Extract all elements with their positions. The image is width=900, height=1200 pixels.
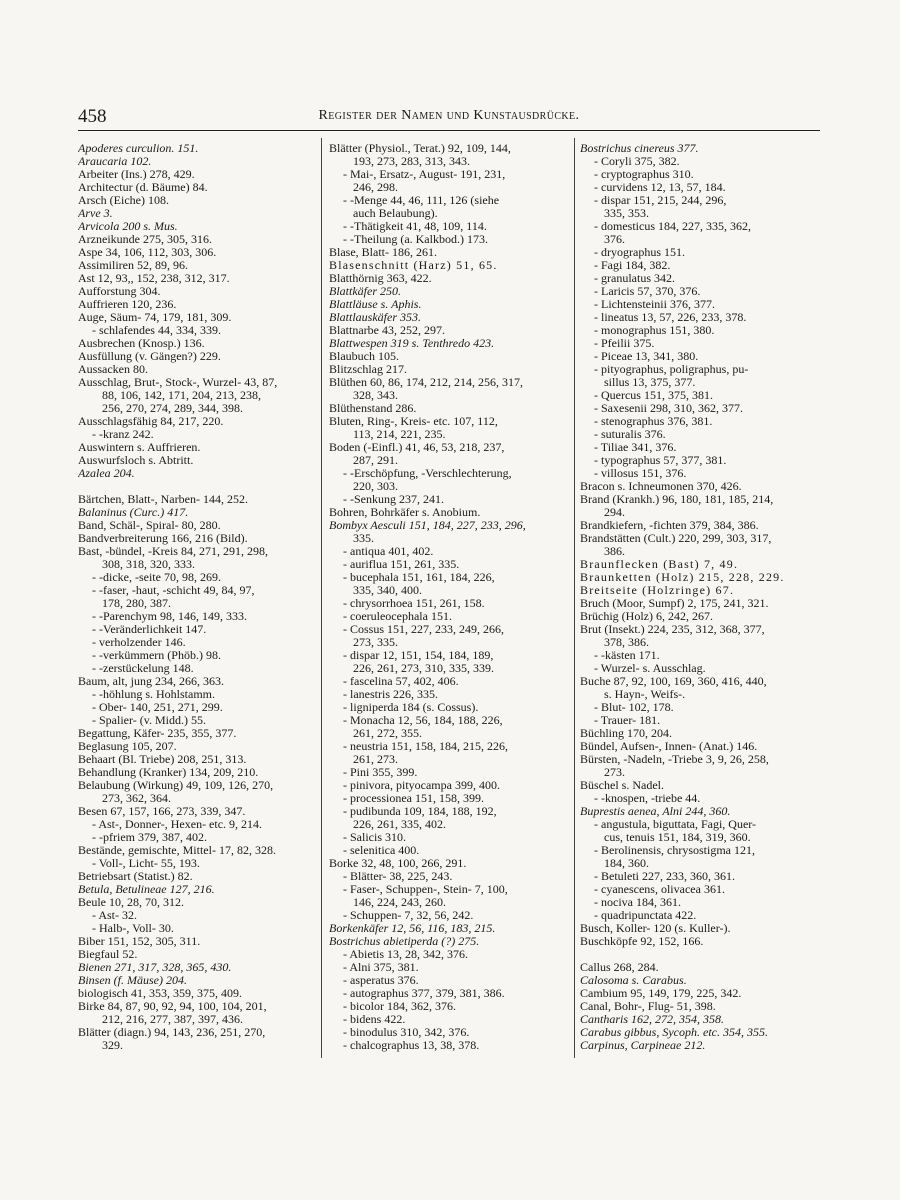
index-entry: Biber 151, 152, 305, 311. xyxy=(78,934,201,948)
index-entry: Begattung, Käfer- 235, 355, 377. xyxy=(78,726,237,740)
index-entry: - -Theilung (a. Kalkbod.) 173. xyxy=(343,232,488,246)
index-entry: Besen 67, 157, 166, 273, 339, 347. xyxy=(78,804,246,818)
index-entry: Bestände, gemischte, Mittel- 17, 82, 328. xyxy=(78,843,276,857)
index-entry: - Piceae 13, 341, 380. xyxy=(594,349,699,363)
index-entry: 184, 360. xyxy=(604,856,649,870)
index-entry: - -höhlung s. Hohlstamm. xyxy=(92,687,215,701)
page-header xyxy=(78,106,820,131)
index-entry: Ausschlagsfähig 84, 217, 220. xyxy=(78,414,224,428)
index-entry: sillus 13, 375, 377. xyxy=(604,375,696,389)
index-entry: Beule 10, 28, 70, 312. xyxy=(78,895,184,909)
index-entry: - asperatus 376. xyxy=(343,973,419,987)
index-entry: - -kranz 242. xyxy=(92,427,154,441)
index-entry: - -Thätigkeit 41, 48, 109, 114. xyxy=(343,219,487,233)
index-entry: Bündel, Aufsen-, Innen- (Anat.) 146. xyxy=(580,739,758,753)
index-entry: - chalcographus 13, 38, 378. xyxy=(343,1038,480,1052)
index-entry: - fascelina 57, 402, 406. xyxy=(343,674,459,688)
index-entry: Betula, Betulineae 127, 216. xyxy=(78,882,215,896)
index-entry: - neustria 151, 158, 184, 215, 226, xyxy=(343,739,508,753)
index-entry: Architectur (d. Bäume) 84. xyxy=(78,180,208,194)
index-entry: 273. xyxy=(604,765,625,779)
index-entry: Bostrichus cinereus 377. xyxy=(580,142,699,155)
running-title: Register der Namen und Kunstausdrücke. xyxy=(318,108,580,123)
index-entry: Büchling 170, 204. xyxy=(580,726,672,740)
index-entry: - -Parenchym 98, 146, 149, 333. xyxy=(92,609,247,623)
index-entry: - Saxesenii 298, 310, 362, 377. xyxy=(594,401,743,415)
index-entry: Bruch (Moor, Sumpf) 2, 175, 241, 321. xyxy=(580,596,769,610)
index-entry: - Berolinensis, chrysostigma 121, xyxy=(594,843,755,857)
index-entry: cus, tenuis 151, 184, 319, 360. xyxy=(604,830,751,844)
index-entry: - Ober- 140, 251, 271, 299. xyxy=(92,700,223,714)
index-entry: - Blätter- 38, 225, 243. xyxy=(343,869,453,883)
index-entry: Brandstätten (Cult.) 220, 299, 303, 317, xyxy=(580,531,772,545)
index-entry: Belaubung (Wirkung) 49, 109, 126, 270, xyxy=(78,778,274,792)
index-entry: 273, 335. xyxy=(353,635,398,649)
index-entry: Buprestis aenea, Alni 244, 360. xyxy=(580,804,731,818)
index-entry: Blase, Blatt- 186, 261. xyxy=(329,245,437,259)
index-entry: - dispar 151, 215, 244, 296, xyxy=(594,193,727,207)
index-entry: - typographus 57, 377, 381. xyxy=(594,453,727,467)
index-entry: - villosus 151, 376. xyxy=(594,466,687,480)
index-entry: 113, 214, 221, 235. xyxy=(353,427,446,441)
index-entry: Brand (Krankh.) 96, 180, 181, 185, 214, xyxy=(580,492,774,506)
index-entry: - Salicis 310. xyxy=(343,830,406,844)
index-entry: Bombyx Aesculi 151, 184, 227, 233, 296, xyxy=(329,518,526,532)
index-entry: Boden (-Einfl.) 41, 46, 53, 218, 237, xyxy=(329,440,505,454)
index-entry: Carabus gibbus, Sycoph. etc. 354, 355. xyxy=(580,1025,768,1039)
index-entry: - Coryli 375, 382. xyxy=(594,154,680,168)
index-entry: Borke 32, 48, 100, 266, 291. xyxy=(329,856,467,870)
index-entry: - lanestris 226, 335. xyxy=(343,687,438,701)
index-entry: Bast, -bündel, -Kreis 84, 271, 291, 298, xyxy=(78,544,268,558)
index-entry: Arbeiter (Ins.) 278, 429. xyxy=(78,167,195,181)
index-entry: Araucaria 102. xyxy=(78,154,152,168)
index-entry: - chrysorrhoea 151, 261, 158. xyxy=(343,596,485,610)
index-entry: Ausfüllung (v. Gängen?) 229. xyxy=(78,349,221,363)
index-entry: - -Senkung 237, 241. xyxy=(343,492,444,506)
index-entry: Brüchig (Holz) 6, 242, 267. xyxy=(580,609,713,623)
index-entry: Beglasung 105, 207. xyxy=(78,739,177,753)
index-entry: Blattnarbe 43, 252, 297. xyxy=(329,323,445,337)
index-entry: Cantharis 162, 272, 354, 358. xyxy=(580,1012,725,1026)
index-entry: Auge, Säum- 74, 179, 181, 309. xyxy=(78,310,232,324)
index-entry: Arzneikunde 275, 305, 316. xyxy=(78,232,212,246)
index-entry: - quadripunctata 422. xyxy=(594,908,697,922)
index-entry: Baum, alt, jung 234, 266, 363. xyxy=(78,674,224,688)
index-column-1 xyxy=(78,142,314,1162)
index-entry: Bluten, Ring-, Kreis- etc. 107, 112, xyxy=(329,414,498,428)
index-entry: Auswintern s. Auffrieren. xyxy=(78,440,201,454)
column-divider xyxy=(321,138,322,1058)
index-entry: Arve 3. xyxy=(78,206,113,220)
index-entry: 220, 303. xyxy=(353,479,398,493)
index-entry: - pityographus, poligraphus, pu- xyxy=(594,362,749,376)
index-entry: - Monacha 12, 56, 184, 188, 226, xyxy=(343,713,503,727)
index-entry: Blüthenstand 286. xyxy=(329,401,417,415)
index-entry: Blätter (diagn.) 94, 143, 236, 251, 270, xyxy=(78,1025,266,1039)
index-entry: - Voll-, Licht- 55, 193. xyxy=(92,856,200,870)
index-entry: - stenographus 376, 381. xyxy=(594,414,713,428)
index-entry: Blattwespen 319 s. Tenthredo 423. xyxy=(329,336,495,350)
index-entry: Bracon s. Ichneumonen 370, 426. xyxy=(580,479,742,493)
index-column-3 xyxy=(580,142,810,1162)
index-entry: - Ast- 32. xyxy=(92,908,137,922)
index-entry: - domesticus 184, 227, 335, 362, xyxy=(594,219,751,233)
index-entry: Büschel s. Nadel. xyxy=(580,778,664,792)
index-entry: biologisch 41, 353, 359, 375, 409. xyxy=(78,986,242,1000)
index-entry: - -Veränderlichkeit 147. xyxy=(92,622,207,636)
index-entry: Assimiliren 52, 89, 96. xyxy=(78,258,188,272)
index-entry: Aspe 34, 106, 112, 303, 306. xyxy=(78,245,217,259)
index-entry: - Trauer- 181. xyxy=(594,713,661,727)
index-entry: 294. xyxy=(604,505,625,519)
index-entry: Buche 87, 92, 100, 169, 360, 416, 440, xyxy=(580,674,767,688)
index-entry: - Mai-, Ersatz-, August- 191, 231, xyxy=(343,167,506,181)
index-entry: Busch, Koller- 120 (s. Kuller-). xyxy=(580,921,731,935)
index-entry: Aussacken 80. xyxy=(78,362,148,376)
index-entry: Borkenkäfer 12, 56, 116, 183, 215. xyxy=(329,921,496,935)
index-entry: - processionea 151, 158, 399. xyxy=(343,791,484,805)
index-entry: - Cossus 151, 227, 233, 249, 266, xyxy=(343,622,505,636)
index-entry: Cambium 95, 149, 179, 225, 342. xyxy=(580,986,742,1000)
index-entry: - bucephala 151, 161, 184, 226, xyxy=(343,570,495,584)
index-entry: - -Erschöpfung, -Verschlechterung, xyxy=(343,466,512,480)
index-entry: Blattkäfer 250. xyxy=(329,284,401,298)
index-entry: - pudibunda 109, 184, 188, 192, xyxy=(343,804,497,818)
index-entry: - Wurzel- s. Ausschlag. xyxy=(594,661,706,675)
index-entry: Breitseite (Holzringe) 67. xyxy=(580,583,735,597)
index-entry: - Pini 355, 399. xyxy=(343,765,418,779)
index-entry: - schlafendes 44, 334, 339. xyxy=(92,323,221,337)
index-entry: Balaninus (Curc.) 417. xyxy=(78,505,189,519)
index-entry: Buschköpfe 92, 152, 166. xyxy=(580,934,704,948)
index-entry: Azalea 204. xyxy=(78,466,135,480)
index-entry: 335, 340, 400. xyxy=(353,583,422,597)
index-entry: Bandverbreiterung 166, 216 (Bild). xyxy=(78,531,248,545)
index-entry: - pinivora, pityocampa 399, 400. xyxy=(343,778,500,792)
index-entry: auch Belaubung). xyxy=(353,206,438,220)
index-entry: Bostrichus abietiperda (?) 275. xyxy=(329,934,480,948)
index-entry: 226, 261, 335, 402. xyxy=(353,817,446,831)
index-entry: - Blut- 102, 178. xyxy=(594,700,674,714)
index-entry: - dispar 12, 151, 154, 184, 189, xyxy=(343,648,494,662)
index-entry: Aufforstung 304. xyxy=(78,284,161,298)
index-entry: Betriebsart (Statist.) 82. xyxy=(78,869,193,883)
index-entry: Braunflecken (Bast) 7, 49. xyxy=(580,557,739,571)
index-entry: Canal, Bohr-, Flug- 51, 398. xyxy=(580,999,716,1013)
index-entry: - binodulus 310, 342, 376. xyxy=(343,1025,470,1039)
index-entry: Arsch (Eiche) 108. xyxy=(78,193,169,207)
index-entry: Birke 84, 87, 90, 92, 94, 100, 104, 201, xyxy=(78,999,267,1013)
index-entry: Blüthen 60, 86, 174, 212, 214, 256, 317, xyxy=(329,375,523,389)
index-entry: - -verkümmern (Phöb.) 98. xyxy=(92,648,221,662)
index-entry: Blasenschnitt (Harz) 51, 65. xyxy=(329,258,498,272)
index-entry: Biegfaul 52. xyxy=(78,947,138,961)
index-entry: s. Hayn-, Weifs-. xyxy=(604,687,686,701)
index-entry: - suturalis 376. xyxy=(594,427,666,441)
index-entry: - Pfeilii 375. xyxy=(594,336,655,350)
index-entry: Blätter (Physiol., Terat.) 92, 109, 144, xyxy=(329,142,511,155)
index-entry: 256, 270, 274, 289, 344, 398. xyxy=(102,401,243,415)
index-entry: - ligniperda 184 (s. Cossus). xyxy=(343,700,479,714)
index-entry: - Schuppen- 7, 32, 56, 242. xyxy=(343,908,474,922)
index-entry: Brandkiefern, -fichten 379, 384, 386. xyxy=(580,518,759,532)
index-entry: 287, 291. xyxy=(353,453,398,467)
index-entry: Binsen (f. Mäuse) 204. xyxy=(78,973,187,987)
index-entry: - Faser-, Schuppen-, Stein- 7, 100, xyxy=(343,882,508,896)
index-entry: - Halb-, Voll- 30. xyxy=(92,921,174,935)
index-entry: - monographus 151, 380. xyxy=(594,323,715,337)
index-entry: 308, 318, 320, 333. xyxy=(102,557,195,571)
index-entry: 261, 273. xyxy=(353,752,398,766)
index-entry: 261, 272, 355. xyxy=(353,726,422,740)
index-entry: Auffrieren 120, 236. xyxy=(78,297,177,311)
index-entry: - Lichtensteinii 376, 377. xyxy=(594,297,715,311)
index-entry: Band, Schäl-, Spiral- 80, 280. xyxy=(78,518,221,532)
index-entry: - curvidens 12, 13, 57, 184. xyxy=(594,180,726,194)
index-entry: - Quercus 151, 375, 381. xyxy=(594,388,713,402)
index-entry: 193, 273, 283, 313, 343. xyxy=(353,154,470,168)
index-entry: 178, 280, 387. xyxy=(102,596,171,610)
index-entry: - dryographus 151. xyxy=(594,245,685,259)
index-entry: 376. xyxy=(604,232,625,246)
index-entry: Behaart (Bl. Triebe) 208, 251, 313. xyxy=(78,752,247,766)
index-entry: Ausbrechen (Knosp.) 136. xyxy=(78,336,205,350)
index-entry: Ast 12, 93,, 152, 238, 312, 317. xyxy=(78,271,230,285)
index-entry: - antiqua 401, 402. xyxy=(343,544,434,558)
index-entry: Callus 268, 284. xyxy=(580,960,659,974)
index-entry: Bärtchen, Blatt-, Narben- 144, 252. xyxy=(78,492,248,506)
index-entry: 335. xyxy=(353,531,374,545)
index-entry: - -pfriem 379, 387, 402. xyxy=(92,830,207,844)
index-entry: - Abietis 13, 28, 342, 376. xyxy=(343,947,468,961)
index-entry: - granulatus 342. xyxy=(594,271,675,285)
index-entry: - bidens 422. xyxy=(343,1012,406,1026)
index-entry: 335, 353. xyxy=(604,206,649,220)
index-entry: 386. xyxy=(604,544,625,558)
index-entry: - autographus 377, 379, 381, 386. xyxy=(343,986,505,1000)
index-entry: Blatthörnig 363, 422. xyxy=(329,271,432,285)
index-entry: Blaubuch 105. xyxy=(329,349,399,363)
index-entry: 212, 216, 277, 387, 397, 436. xyxy=(102,1012,243,1026)
index-entry: Blattlauskäfer 353. xyxy=(329,310,421,324)
index-entry: Bürsten, -Nadeln, -Triebe 3, 9, 26, 258, xyxy=(580,752,769,766)
index-entry: - Tiliae 341, 376. xyxy=(594,440,677,454)
index-entry: - nociva 184, 361. xyxy=(594,895,681,909)
index-entry: Behandlung (Kranker) 134, 209, 210. xyxy=(78,765,259,779)
index-entry: - Laricis 57, 370, 376. xyxy=(594,284,701,298)
index-entry: - lineatus 13, 57, 226, 233, 378. xyxy=(594,310,747,324)
index-entry: - bicolor 184, 362, 376. xyxy=(343,999,456,1013)
index-entry: - cryptographus 310. xyxy=(594,167,694,181)
index-entry: 226, 261, 273, 310, 335, 339. xyxy=(353,661,494,675)
index-entry: Blattläuse s. Aphis. xyxy=(329,297,422,311)
index-entry: - auriflua 151, 261, 335. xyxy=(343,557,460,571)
index-entry: - selenitica 400. xyxy=(343,843,420,857)
index-entry: 146, 224, 243, 260. xyxy=(353,895,446,909)
index-entry: Bienen 271, 317, 328, 365, 430. xyxy=(78,960,232,974)
index-entry: 378, 386. xyxy=(604,635,649,649)
index-entry: Bohren, Bohrkäfer s. Anobium. xyxy=(329,505,481,519)
index-entry: - Spalier- (v. Midd.) 55. xyxy=(92,713,206,727)
index-entry: - -kästen 171. xyxy=(594,648,660,662)
index-column-2 xyxy=(329,142,577,1162)
index-entry: Apoderes curculion. 151. xyxy=(78,142,199,155)
index-entry: 328, 343. xyxy=(353,388,398,402)
index-entry: Carpinus, Carpineae 212. xyxy=(580,1038,706,1052)
index-entry: - angustula, biguttata, Fagi, Quer- xyxy=(594,817,757,831)
index-entry: - Alni 375, 381. xyxy=(343,960,419,974)
index-entry: Calosoma s. Carabus. xyxy=(580,973,687,987)
index-entry: - Betuleti 227, 233, 360, 361. xyxy=(594,869,735,883)
index-entry: - -dicke, -seite 70, 98, 269. xyxy=(92,570,221,584)
index-entry: Auswurfsloch s. Abtritt. xyxy=(78,453,194,467)
index-entry: - -knospen, -triebe 44. xyxy=(594,791,701,805)
index-entry: 273, 362, 364. xyxy=(102,791,171,805)
index-entry: 329. xyxy=(102,1038,123,1052)
index-entry: - coeruleocephala 151. xyxy=(343,609,452,623)
index-entry: - Ast-, Donner-, Hexen- etc. 9, 214. xyxy=(92,817,263,831)
page-number: 458 xyxy=(78,106,107,127)
index-entry: - -faser, -haut, -schicht 49, 84, 97, xyxy=(92,583,255,597)
index-entry: - Fagi 184, 382. xyxy=(594,258,671,272)
index-entry: Ausschlag, Brut-, Stock-, Wurzel- 43, 87, xyxy=(78,375,278,389)
index-entry: Blitzschlag 217. xyxy=(329,362,407,376)
index-entry: 88, 106, 142, 171, 204, 213, 238, xyxy=(102,388,261,402)
index-entry: - -Menge 44, 46, 111, 126 (siehe xyxy=(343,193,500,207)
index-entry: Arvicola 200 s. Mus. xyxy=(78,219,178,233)
index-entry: Brut (Insekt.) 224, 235, 312, 368, 377, xyxy=(580,622,765,636)
index-entry: - cyanescens, olivacea 361. xyxy=(594,882,725,896)
index-entry: 246, 298. xyxy=(353,180,398,194)
index-entry: Braunketten (Holz) 215, 228, 229. xyxy=(580,570,785,584)
index-entry: - -zerstückelung 148. xyxy=(92,661,194,675)
index-entry: - verholzender 146. xyxy=(92,635,186,649)
